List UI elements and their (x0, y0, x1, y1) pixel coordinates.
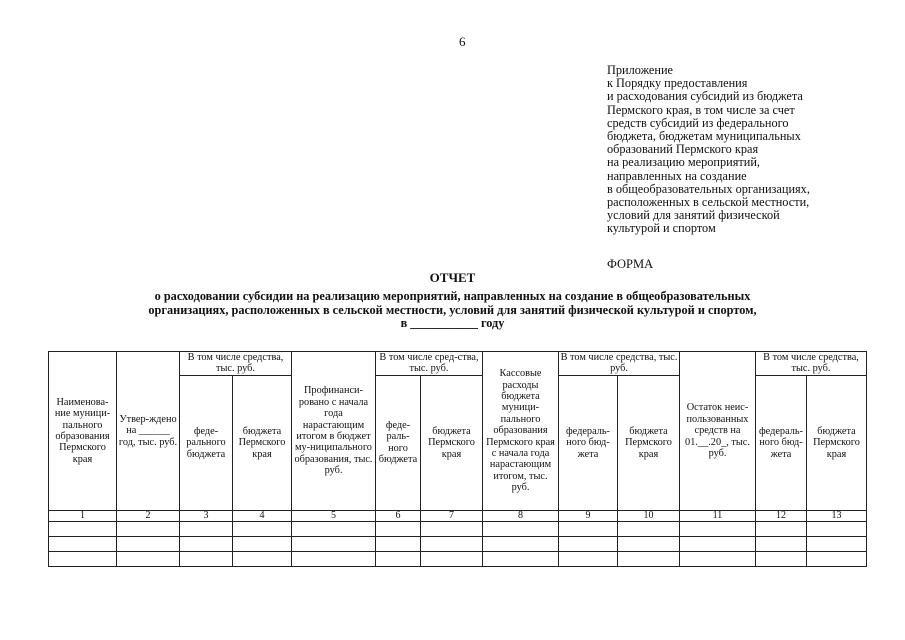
header-financed: Профинанси-ровано с начала года нарастающим итогом в бюджет му-ниципального образования, тыс. руб. (292, 352, 376, 511)
appendix-line: и расходования субсидий из бюджета (607, 89, 803, 104)
table-cell (180, 551, 233, 566)
subtitle-line: в ___________ году (400, 316, 505, 330)
column-number: 5 (292, 510, 376, 521)
table-cell (376, 536, 421, 551)
table-cell (483, 536, 559, 551)
table-cell (421, 551, 483, 566)
header-unused-balance: Остаток неис-пользованных средств на 01.__.20_, тыс. руб. (680, 352, 756, 511)
appendix-line: на реализацию мероприятий, (607, 155, 761, 170)
table-cell (292, 551, 376, 566)
column-number: 9 (559, 510, 618, 521)
report-table (48, 351, 867, 567)
column-number: 6 (376, 510, 421, 521)
header-group-approved-incl: В том числе средства, тыс. руб. (180, 352, 292, 376)
table-row (49, 536, 867, 551)
column-number: 2 (117, 510, 180, 521)
column-number: 12 (756, 510, 807, 521)
table-cell (180, 536, 233, 551)
table-cell (49, 551, 117, 566)
table-cell (233, 521, 292, 536)
table-cell (117, 521, 180, 536)
header-group-financed-incl: В том числе сред-ства, тыс. руб. (376, 352, 483, 376)
table-cell (618, 551, 680, 566)
form-label: ФОРМА (607, 257, 654, 271)
table-cell (233, 551, 292, 566)
header-regional-budget: бюджета Пермского края (807, 375, 867, 510)
header-regional-budget: бюджета Пермского края (421, 375, 483, 510)
header-approved: Утвер-ждено на ______ год, тыс. руб. (117, 352, 180, 511)
table-cell (376, 551, 421, 566)
table-cell (807, 521, 867, 536)
column-number: 11 (680, 510, 756, 521)
table-cell (756, 551, 807, 566)
table-cell (292, 521, 376, 536)
table-cell (421, 536, 483, 551)
table-cell (618, 536, 680, 551)
subtitle-line: организациях, расположенных в сельской местности, условий для занятий физической культурой и спортом, (148, 302, 757, 317)
header-group-balance-incl: В том числе средства, тыс. руб. (756, 352, 867, 376)
header-municipality: Наименова-ние муници-пального образования Пермского края (49, 352, 117, 511)
table-cell (807, 551, 867, 566)
appendix-line: условий для занятий физической (607, 208, 780, 223)
column-number: 3 (180, 510, 233, 521)
table-cell (49, 536, 117, 551)
table-cell (680, 536, 756, 551)
table-cell (559, 551, 618, 566)
column-number: 4 (233, 510, 292, 521)
table-row (49, 551, 867, 566)
column-number: 7 (421, 510, 483, 521)
appendix-line: культурой и спортом (607, 221, 716, 236)
column-number: 10 (618, 510, 680, 521)
report-title: ОТЧЕТ (429, 270, 476, 285)
table-row (49, 521, 867, 536)
table-cell (680, 551, 756, 566)
table-cell (756, 521, 807, 536)
header-federal-budget: феде-раль-ного бюджета (376, 375, 421, 510)
appendix-line: Приложение (607, 63, 673, 77)
table-cell (483, 551, 559, 566)
data-rows (49, 521, 867, 566)
table-cell (180, 521, 233, 536)
table-cell (49, 521, 117, 536)
appendix-block (607, 64, 897, 236)
appendix-line: бюджета, бюджетам муниципальных (607, 129, 801, 144)
appendix-line: Пермского края, в том числе за счет (607, 102, 795, 117)
header-federal-budget: федераль-ного бюд-жета (559, 375, 618, 510)
table-cell (756, 536, 807, 551)
table-cell (559, 521, 618, 536)
table-cell (618, 521, 680, 536)
table-cell (807, 536, 867, 551)
header-federal-budget: федераль-ного бюд-жета (756, 375, 807, 510)
table-cell (421, 521, 483, 536)
appendix-line: образований Пермского края (607, 142, 759, 157)
table-cell (117, 551, 180, 566)
report-subtitle (60, 290, 845, 331)
appendix-line: в общеобразовательных организациях, (607, 181, 810, 196)
header-group-expenses-incl: В том числе средства, тыс. руб. (559, 352, 680, 376)
table-cell (233, 536, 292, 551)
header-federal-budget: феде-рального бюджета (180, 375, 233, 510)
table-cell (117, 536, 180, 551)
table-cell (680, 521, 756, 536)
appendix-line: расположенных в сельской местности, (607, 195, 810, 210)
page-number: 6 (459, 34, 466, 49)
header-regional-budget: бюджета Пермского края (618, 375, 680, 510)
table-cell (559, 536, 618, 551)
table-cell (483, 521, 559, 536)
column-number: 1 (49, 510, 117, 521)
header-cash-expenses: Кассовые расходы бюджета муници-пального образования Пермского края с начала года нарастающим итогом, тыс. руб. (483, 352, 559, 511)
appendix-line: средств субсидий из федерального (607, 115, 789, 130)
table-cell (292, 536, 376, 551)
header-regional-budget: бюджета Пермского края (233, 375, 292, 510)
subtitle-line: о расходовании субсидии на реализацию мероприятий, направленных на создание в общеобразовательных (154, 289, 751, 303)
column-number: 13 (807, 510, 867, 521)
column-number: 8 (483, 510, 559, 521)
appendix-line: к Порядку предоставления (607, 76, 748, 91)
table-cell (376, 521, 421, 536)
appendix-line: направленных на создание (607, 168, 747, 183)
